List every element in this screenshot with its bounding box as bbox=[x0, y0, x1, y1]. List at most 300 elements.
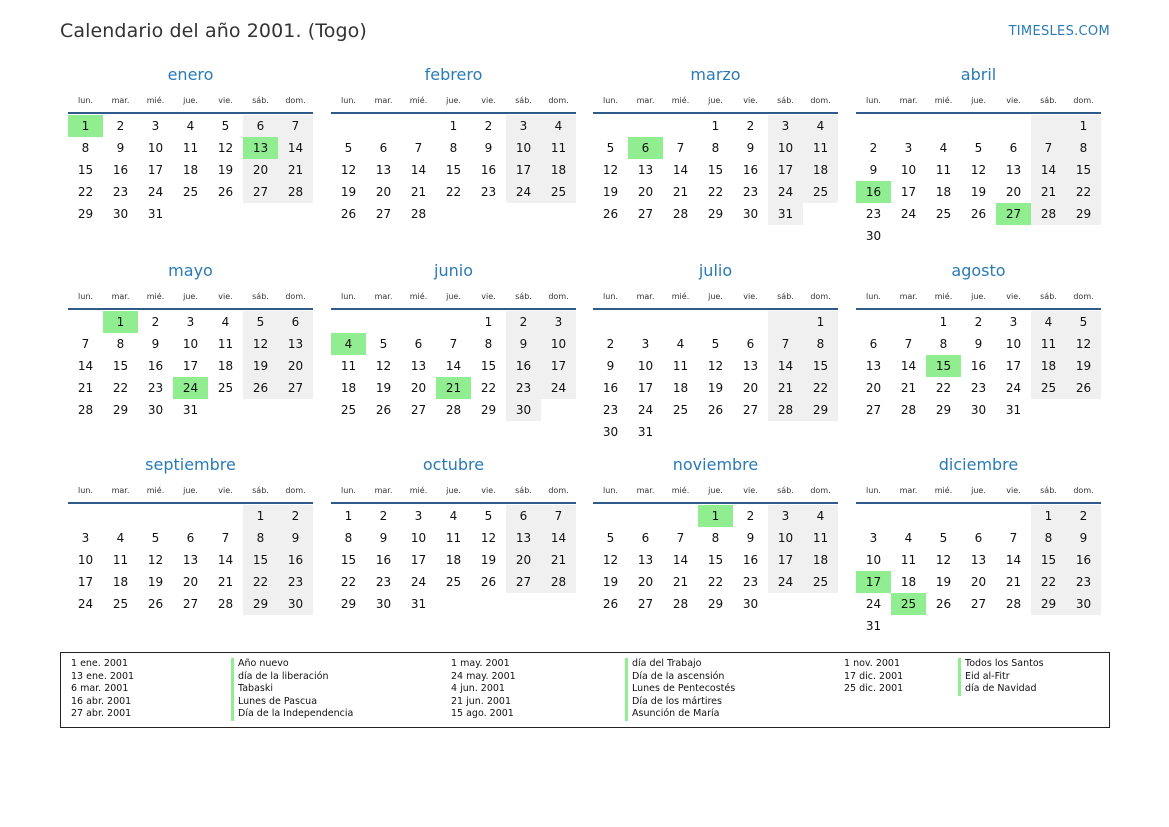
day-cell: 9 bbox=[869, 163, 878, 177]
day-cell: 2 bbox=[278, 505, 313, 527]
month-febrero bbox=[331, 0, 576, 225]
day-cell: 4 bbox=[803, 115, 838, 137]
day-cell: 10 bbox=[147, 141, 164, 155]
day-cell: 5 bbox=[974, 141, 983, 155]
day-cell: 21 bbox=[1031, 181, 1066, 203]
weekday-label: lun. bbox=[78, 96, 93, 105]
weekday-header bbox=[856, 480, 1101, 504]
month-mayo bbox=[68, 196, 313, 421]
day-cell: 1 bbox=[243, 505, 278, 527]
day-cell: 30 bbox=[278, 593, 313, 615]
day-cell: 29 bbox=[1066, 203, 1101, 225]
empty-cell bbox=[961, 505, 996, 527]
day-cell: 27 bbox=[637, 207, 654, 221]
day-cell: 24 bbox=[865, 597, 882, 611]
day-cell: 8 bbox=[484, 337, 493, 351]
day-cell: 4 bbox=[1031, 311, 1066, 333]
day-cell: 16 bbox=[480, 163, 497, 177]
day-cell: 29 bbox=[480, 403, 497, 417]
day-cell: 13 bbox=[375, 163, 392, 177]
legend-entry: Día de la ascensión bbox=[625, 671, 735, 684]
day-cell: 13 bbox=[970, 553, 987, 567]
day-cell: 19 bbox=[970, 185, 987, 199]
month-junio bbox=[331, 196, 576, 421]
day-cell: 17 bbox=[147, 163, 164, 177]
empty-cell bbox=[891, 115, 926, 137]
day-cell: 15 bbox=[707, 163, 724, 177]
weekday-label: jue. bbox=[708, 96, 723, 105]
day-cell: 20 bbox=[1005, 185, 1022, 199]
empty-cell bbox=[593, 311, 628, 333]
weekday-header bbox=[68, 480, 313, 504]
day-cell: 17 bbox=[900, 185, 917, 199]
day-cell: 13 bbox=[637, 163, 654, 177]
legend-dates-col-2 bbox=[451, 658, 516, 721]
legend-entry: 1 ene. 2001 bbox=[71, 658, 128, 669]
day-cell: 30 bbox=[1066, 593, 1101, 615]
weekday-label: mié. bbox=[671, 96, 690, 105]
legend-entry: 25 dic. 2001 bbox=[844, 683, 904, 695]
day-cell: 6 bbox=[1009, 141, 1018, 155]
day-cell: 15 bbox=[803, 355, 838, 377]
day-cell: 16 bbox=[147, 359, 164, 373]
day-cell: 14 bbox=[768, 355, 803, 377]
legend-dates-col-3 bbox=[844, 658, 903, 696]
weekday-label: sáb. bbox=[1040, 292, 1057, 301]
holiday-day-cell: 4 bbox=[331, 333, 366, 355]
day-cell: 23 bbox=[278, 571, 313, 593]
day-cell: 22 bbox=[707, 185, 724, 199]
legend-entry: 4 jun. 2001 bbox=[451, 683, 505, 695]
day-cell: 28 bbox=[672, 207, 689, 221]
day-cell: 25 bbox=[217, 381, 234, 395]
day-cell: 18 bbox=[340, 381, 357, 395]
day-cell: 7 bbox=[541, 505, 576, 527]
day-cell: 5 bbox=[711, 337, 720, 351]
day-cell: 6 bbox=[869, 337, 878, 351]
weekday-label: dom. bbox=[810, 486, 831, 495]
day-cell: 28 bbox=[77, 403, 94, 417]
day-cell: 28 bbox=[900, 403, 917, 417]
day-cell: 22 bbox=[243, 571, 278, 593]
day-grid bbox=[68, 504, 313, 615]
weekday-label: mar. bbox=[111, 486, 130, 495]
day-cell: 15 bbox=[1066, 159, 1101, 181]
day-cell: 26 bbox=[602, 597, 619, 611]
day-cell: 15 bbox=[445, 163, 462, 177]
holiday-day-cell: 1 bbox=[68, 115, 103, 137]
weekday-header bbox=[331, 480, 576, 504]
day-cell: 25 bbox=[803, 571, 838, 593]
day-cell: 27 bbox=[742, 403, 759, 417]
holiday-day-cell: 6 bbox=[628, 137, 663, 159]
day-cell: 10 bbox=[768, 137, 803, 159]
day-cell: 5 bbox=[379, 337, 388, 351]
day-cell: 5 bbox=[939, 531, 948, 545]
weekday-label: vie. bbox=[481, 96, 496, 105]
weekday-label: dom. bbox=[548, 96, 569, 105]
day-cell: 2 bbox=[974, 315, 983, 329]
legend-dates-col-1 bbox=[71, 658, 134, 721]
day-cell: 18 bbox=[935, 185, 952, 199]
day-cell: 5 bbox=[151, 531, 160, 545]
day-cell: 23 bbox=[742, 185, 759, 199]
day-cell: 11 bbox=[803, 527, 838, 549]
weekday-label: lun. bbox=[78, 292, 93, 301]
legend-entry: Lunes de Pascua bbox=[231, 696, 353, 709]
day-cell: 16 bbox=[742, 163, 759, 177]
weekday-label: lun. bbox=[341, 486, 356, 495]
weekday-label: jue. bbox=[446, 292, 461, 301]
day-cell: 30 bbox=[375, 597, 392, 611]
legend-entry: Asunción de María bbox=[625, 708, 735, 721]
day-cell: 26 bbox=[707, 403, 724, 417]
day-cell: 8 bbox=[1031, 527, 1066, 549]
weekday-label: vie. bbox=[1006, 486, 1021, 495]
day-cell: 19 bbox=[935, 575, 952, 589]
day-cell: 31 bbox=[637, 425, 654, 439]
day-cell: 10 bbox=[506, 137, 541, 159]
day-cell: 19 bbox=[602, 575, 619, 589]
holiday-day-cell: 21 bbox=[436, 377, 471, 399]
weekday-label: jue. bbox=[183, 486, 198, 495]
weekday-header bbox=[68, 90, 313, 114]
day-cell: 29 bbox=[803, 399, 838, 421]
month-septiembre bbox=[68, 390, 313, 615]
day-cell: 7 bbox=[278, 115, 313, 137]
day-cell: 27 bbox=[970, 597, 987, 611]
day-cell: 10 bbox=[77, 553, 94, 567]
day-cell: 17 bbox=[768, 159, 803, 181]
holiday-day-cell: 16 bbox=[856, 181, 891, 203]
day-cell: 21 bbox=[541, 549, 576, 571]
weekday-label: sáb. bbox=[1040, 96, 1057, 105]
day-cell: 2 bbox=[1066, 505, 1101, 527]
day-cell: 28 bbox=[672, 597, 689, 611]
day-cell: 27 bbox=[637, 597, 654, 611]
day-cell: 22 bbox=[340, 575, 357, 589]
day-cell: 26 bbox=[935, 597, 952, 611]
weekday-label: mar. bbox=[111, 96, 130, 105]
day-cell: 2 bbox=[116, 119, 125, 133]
day-cell: 22 bbox=[1066, 181, 1101, 203]
weekday-header bbox=[593, 286, 838, 310]
weekday-label: dom. bbox=[285, 292, 306, 301]
legend-entry: Día de la Independencia bbox=[231, 708, 353, 721]
day-cell: 22 bbox=[77, 185, 94, 199]
day-cell: 19 bbox=[707, 381, 724, 395]
day-cell: 14 bbox=[900, 359, 917, 373]
day-cell: 11 bbox=[900, 553, 917, 567]
empty-cell bbox=[926, 115, 961, 137]
weekday-label: vie. bbox=[743, 96, 758, 105]
weekday-label: vie. bbox=[481, 486, 496, 495]
day-cell: 20 bbox=[278, 355, 313, 377]
day-cell: 9 bbox=[484, 141, 493, 155]
day-cell: 3 bbox=[186, 315, 195, 329]
day-cell: 20 bbox=[970, 575, 987, 589]
day-cell: 12 bbox=[707, 359, 724, 373]
day-cell: 4 bbox=[939, 141, 948, 155]
day-cell: 6 bbox=[414, 337, 423, 351]
weekday-label: mar. bbox=[636, 292, 655, 301]
month-name: septiembre bbox=[145, 455, 236, 474]
day-cell: 3 bbox=[768, 115, 803, 137]
weekday-label: jue. bbox=[446, 486, 461, 495]
day-cell: 28 bbox=[768, 399, 803, 421]
brand-link[interactable]: TIMESLES.COM bbox=[1008, 24, 1110, 39]
day-cell: 8 bbox=[81, 141, 90, 155]
weekday-label: vie. bbox=[481, 292, 496, 301]
day-cell: 20 bbox=[637, 185, 654, 199]
day-cell: 14 bbox=[77, 359, 94, 373]
empty-cell bbox=[996, 505, 1031, 527]
weekday-label: sáb. bbox=[515, 486, 532, 495]
day-cell: 18 bbox=[445, 553, 462, 567]
day-grid bbox=[856, 504, 1101, 637]
weekday-label: mié. bbox=[146, 96, 165, 105]
day-cell: 2 bbox=[151, 315, 160, 329]
month-marzo bbox=[593, 0, 838, 225]
weekday-label: jue. bbox=[971, 292, 986, 301]
weekday-header bbox=[856, 90, 1101, 114]
holiday-day-cell: 15 bbox=[926, 355, 961, 377]
day-cell: 25 bbox=[935, 207, 952, 221]
empty-cell bbox=[663, 505, 698, 527]
empty-cell bbox=[436, 311, 471, 333]
day-cell: 12 bbox=[602, 163, 619, 177]
day-cell: 24 bbox=[637, 403, 654, 417]
day-cell: 14 bbox=[410, 163, 427, 177]
month-name: julio bbox=[698, 261, 733, 280]
weekday-label: dom. bbox=[810, 292, 831, 301]
day-cell: 13 bbox=[278, 333, 313, 355]
day-cell: 8 bbox=[803, 333, 838, 355]
day-cell: 28 bbox=[445, 403, 462, 417]
day-cell: 14 bbox=[1005, 553, 1022, 567]
day-cell: 29 bbox=[77, 207, 94, 221]
legend-names-col-2 bbox=[625, 658, 735, 721]
day-cell: 27 bbox=[865, 403, 882, 417]
day-cell: 3 bbox=[81, 531, 90, 545]
day-cell: 9 bbox=[746, 531, 755, 545]
weekday-label: lun. bbox=[341, 96, 356, 105]
weekday-label: vie. bbox=[218, 486, 233, 495]
day-cell: 20 bbox=[375, 185, 392, 199]
day-cell: 6 bbox=[974, 531, 983, 545]
weekday-label: vie. bbox=[218, 292, 233, 301]
day-cell: 6 bbox=[506, 505, 541, 527]
day-cell: 11 bbox=[217, 337, 234, 351]
day-cell: 22 bbox=[1031, 571, 1066, 593]
weekday-label: dom. bbox=[548, 292, 569, 301]
day-cell: 26 bbox=[243, 377, 278, 399]
day-cell: 28 bbox=[410, 207, 427, 221]
day-cell: 21 bbox=[77, 381, 94, 395]
day-cell: 2 bbox=[746, 119, 755, 133]
day-cell: 31 bbox=[147, 207, 164, 221]
day-cell: 17 bbox=[410, 553, 427, 567]
legend-entry: 24 may. 2001 bbox=[451, 670, 516, 682]
weekday-header bbox=[856, 286, 1101, 310]
day-cell: 28 bbox=[1031, 203, 1066, 225]
empty-cell bbox=[663, 115, 698, 137]
legend-names-col-3 bbox=[958, 658, 1044, 696]
day-cell: 12 bbox=[602, 553, 619, 567]
empty-cell bbox=[733, 311, 768, 333]
day-cell: 18 bbox=[182, 163, 199, 177]
weekday-label: jue. bbox=[971, 96, 986, 105]
day-cell: 30 bbox=[147, 403, 164, 417]
day-cell: 25 bbox=[541, 181, 576, 203]
month-name: mayo bbox=[168, 261, 213, 280]
holiday-day-cell: 1 bbox=[103, 311, 138, 333]
month-name: agosto bbox=[951, 261, 1006, 280]
day-cell: 25 bbox=[803, 181, 838, 203]
day-cell: 12 bbox=[1066, 333, 1101, 355]
day-cell: 3 bbox=[768, 505, 803, 527]
day-cell: 4 bbox=[803, 505, 838, 527]
weekday-label: mar. bbox=[899, 486, 918, 495]
day-cell: 13 bbox=[506, 527, 541, 549]
empty-cell bbox=[401, 115, 436, 137]
day-cell: 25 bbox=[340, 403, 357, 417]
day-cell: 1 bbox=[803, 311, 838, 333]
day-cell: 3 bbox=[641, 337, 650, 351]
empty-cell bbox=[768, 311, 803, 333]
day-cell: 10 bbox=[541, 333, 576, 355]
day-cell: 2 bbox=[506, 311, 541, 333]
holiday-day-cell: 17 bbox=[856, 571, 891, 593]
day-cell: 18 bbox=[1031, 355, 1066, 377]
day-cell: 2 bbox=[746, 509, 755, 523]
day-cell: 29 bbox=[1031, 593, 1066, 615]
month-name: marzo bbox=[690, 65, 741, 84]
day-cell: 26 bbox=[480, 575, 497, 589]
legend-entry: Tabaski bbox=[231, 683, 353, 696]
weekday-label: mié. bbox=[409, 96, 428, 105]
weekday-header bbox=[593, 480, 838, 504]
day-cell: 1 bbox=[711, 119, 720, 133]
weekday-header bbox=[68, 286, 313, 310]
day-cell: 31 bbox=[182, 403, 199, 417]
day-cell: 8 bbox=[116, 337, 125, 351]
day-cell: 23 bbox=[506, 377, 541, 399]
day-cell: 23 bbox=[970, 381, 987, 395]
day-cell: 7 bbox=[676, 531, 685, 545]
weekday-label: sáb. bbox=[515, 96, 532, 105]
weekday-label: mar. bbox=[636, 96, 655, 105]
month-name: febrero bbox=[424, 65, 483, 84]
month-name: enero bbox=[167, 65, 214, 84]
empty-cell bbox=[208, 505, 243, 527]
month-octubre bbox=[331, 390, 576, 615]
day-cell: 4 bbox=[541, 115, 576, 137]
day-cell: 16 bbox=[742, 553, 759, 567]
day-cell: 17 bbox=[1005, 359, 1022, 373]
weekday-label: jue. bbox=[183, 292, 198, 301]
day-cell: 14 bbox=[672, 553, 689, 567]
day-cell: 23 bbox=[742, 575, 759, 589]
day-cell: 9 bbox=[278, 527, 313, 549]
day-cell: 9 bbox=[606, 359, 615, 373]
weekday-label: dom. bbox=[1073, 486, 1094, 495]
day-cell: 20 bbox=[637, 575, 654, 589]
legend-entry: Todos los Santos bbox=[958, 658, 1044, 671]
day-cell: 10 bbox=[1005, 337, 1022, 351]
day-cell: 2 bbox=[869, 141, 878, 155]
empty-cell bbox=[628, 115, 663, 137]
day-cell: 2 bbox=[606, 337, 615, 351]
day-cell: 23 bbox=[147, 381, 164, 395]
day-cell: 13 bbox=[637, 553, 654, 567]
weekday-label: jue. bbox=[708, 486, 723, 495]
weekday-label: jue. bbox=[446, 96, 461, 105]
day-cell: 5 bbox=[344, 141, 353, 155]
weekday-label: mar. bbox=[636, 486, 655, 495]
day-cell: 21 bbox=[217, 575, 234, 589]
day-cell: 14 bbox=[672, 163, 689, 177]
day-cell: 17 bbox=[77, 575, 94, 589]
day-cell: 16 bbox=[506, 355, 541, 377]
empty-cell bbox=[628, 505, 663, 527]
day-cell: 19 bbox=[243, 355, 278, 377]
day-cell: 8 bbox=[449, 141, 458, 155]
empty-cell bbox=[628, 311, 663, 333]
empty-cell bbox=[68, 311, 103, 333]
weekday-label: dom. bbox=[285, 96, 306, 105]
day-cell: 20 bbox=[410, 381, 427, 395]
day-cell: 26 bbox=[602, 207, 619, 221]
weekday-label: dom. bbox=[548, 486, 569, 495]
day-cell: 30 bbox=[112, 207, 129, 221]
month-agosto bbox=[856, 196, 1101, 421]
month-name: diciembre bbox=[938, 455, 1019, 474]
day-cell: 20 bbox=[506, 549, 541, 571]
day-cell: 25 bbox=[672, 403, 689, 417]
day-cell: 12 bbox=[935, 553, 952, 567]
holiday-day-cell: 24 bbox=[173, 377, 208, 399]
day-cell: 30 bbox=[970, 403, 987, 417]
day-cell: 14 bbox=[217, 553, 234, 567]
day-cell: 10 bbox=[865, 553, 882, 567]
empty-cell bbox=[856, 311, 891, 333]
day-cell: 19 bbox=[340, 185, 357, 199]
day-cell: 23 bbox=[375, 575, 392, 589]
day-grid bbox=[593, 504, 838, 615]
empty-cell bbox=[698, 311, 733, 333]
day-cell: 28 bbox=[1005, 597, 1022, 611]
weekday-label: lun. bbox=[866, 292, 881, 301]
day-cell: 22 bbox=[480, 381, 497, 395]
month-name: abril bbox=[960, 65, 997, 84]
weekday-label: vie. bbox=[1006, 292, 1021, 301]
day-cell: 1 bbox=[939, 315, 948, 329]
empty-cell bbox=[926, 505, 961, 527]
day-cell: 15 bbox=[243, 549, 278, 571]
day-cell: 29 bbox=[112, 403, 129, 417]
day-cell: 5 bbox=[606, 141, 615, 155]
day-cell: 16 bbox=[970, 359, 987, 373]
day-cell: 15 bbox=[480, 359, 497, 373]
day-cell: 23 bbox=[865, 207, 882, 221]
day-cell: 11 bbox=[803, 137, 838, 159]
weekday-label: sáb. bbox=[252, 292, 269, 301]
day-cell: 5 bbox=[243, 311, 278, 333]
weekday-label: mié. bbox=[146, 486, 165, 495]
day-cell: 2 bbox=[379, 509, 388, 523]
day-cell: 15 bbox=[340, 553, 357, 567]
